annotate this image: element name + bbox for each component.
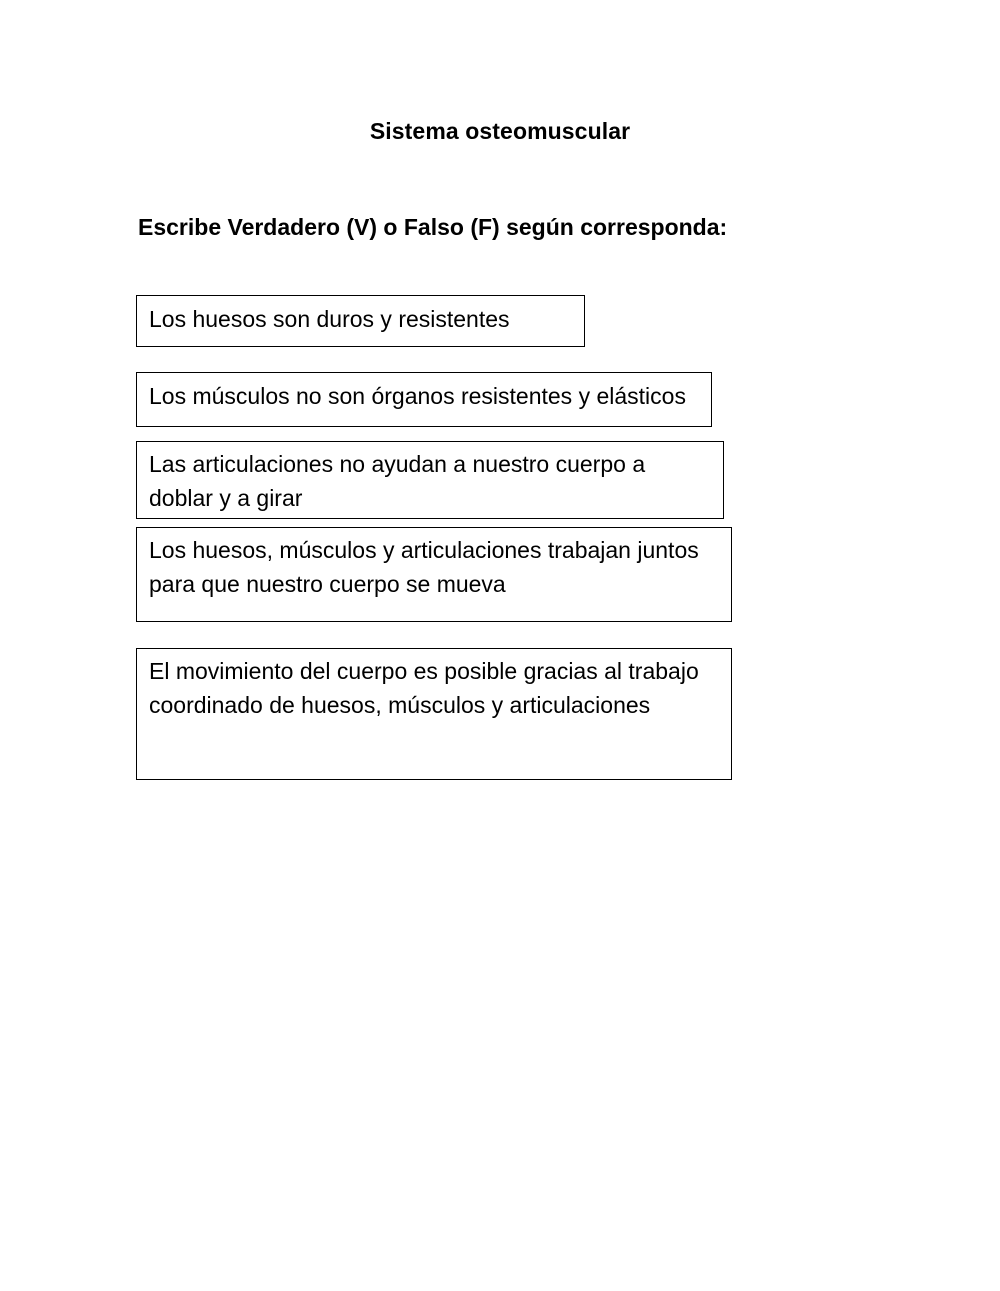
statement-box-4[interactable] xyxy=(136,527,732,622)
statement-text-5: El movimiento del cuerpo es posible gracias al trabajo coordinado de huesos, músculos y articulaciones xyxy=(149,658,699,718)
statement-box-5[interactable] xyxy=(136,648,732,780)
page-title: Sistema osteomuscular xyxy=(369,118,631,144)
statement-text-4: Los huesos, músculos y articulaciones trabajan juntos para que nuestro cuerpo se mueva xyxy=(149,537,699,597)
statement-box-3[interactable] xyxy=(136,441,724,519)
statement-text-1: Los huesos son duros y resistentes xyxy=(149,306,510,332)
instruction-text: Escribe Verdadero (V) o Falso (F) según corresponda: xyxy=(138,214,728,240)
statement-box-1[interactable] xyxy=(136,295,585,347)
statement-box-2[interactable] xyxy=(136,372,712,427)
statement-text-2: Los músculos no son órganos resistentes y elásticos xyxy=(149,383,686,409)
statement-text-3: Las articulaciones no ayudan a nuestro cuerpo a doblar y a girar xyxy=(149,451,646,511)
